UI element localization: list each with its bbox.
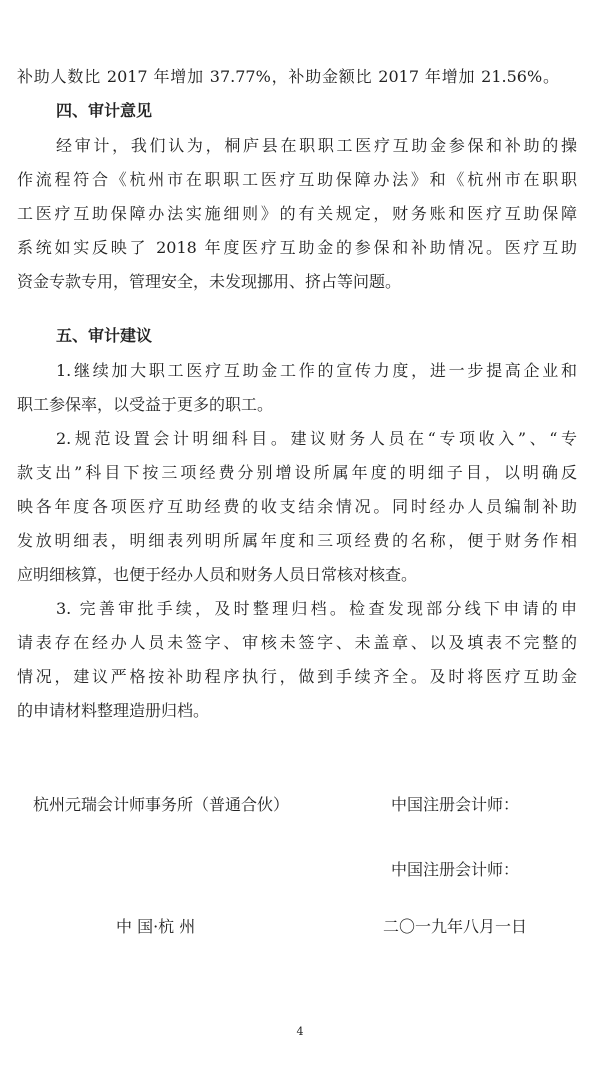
- recommendation-1-line: 职工参保率，以受益于更多的职工。: [17, 395, 274, 414]
- section-4-paragraph-line: 资金专款专用，管理安全，未发现挪用、挤占等问题。: [17, 272, 402, 291]
- section-4-paragraph-line: 系统如实反映了 2018 年度医疗互助金的参保和补助情况。医疗互助: [17, 238, 577, 257]
- recommendation-3-line: 3. 完善审批手续，及时整理归档。检查发现部分线下申请的申: [56, 599, 577, 618]
- cpa-signature-label: 中国注册会计师：: [391, 860, 520, 879]
- recommendation-2-line: 2.规范设置会计明细科目。建议财务人员在“专项收入”、“专: [56, 429, 577, 448]
- section-4-paragraph-line: 工医疗互助保障办法实施细则》的有关规定，财务账和医疗互助保障: [17, 204, 577, 223]
- recommendation-3-line: 的申请材料整理造册归档。: [17, 701, 210, 720]
- recommendation-3-line: 请表存在经办人员未签字、审核未签字、未盖章、以及填表不完整的: [17, 633, 577, 652]
- report-date: 二〇一九年八月一日: [383, 917, 528, 936]
- section-5-heading: 五、审计建议: [56, 326, 153, 345]
- audit-firm-name: 杭州元瑞会计师事务所（普通合伙）: [33, 795, 290, 814]
- page-number: 4: [296, 1025, 304, 1038]
- recommendation-2-line: 映各年度各项医疗互助经费的收支结余情况。同时经办人员编制补助: [17, 497, 577, 516]
- signing-location: 中 国·杭 州: [116, 917, 196, 936]
- recommendation-2-line: 发放明细表，明细表列明所属年度和三项经费的名称，便于财务作相: [17, 531, 577, 550]
- recommendation-1-line: 1.继续加大职工医疗互助金工作的宣传力度，进一步提高企业和: [56, 361, 577, 380]
- intro-paragraph-line: 补助人数比 2017 年增加 37.77%，补助金额比 2017 年增加 21.56%。: [17, 67, 559, 86]
- cpa-signature-label: 中国注册会计师：: [391, 795, 520, 814]
- section-4-heading: 四、审计意见: [56, 101, 153, 120]
- recommendation-2-line: 款支出”科目下按三项经费分别增设所属年度的明细子目，以明确反: [17, 463, 577, 482]
- recommendation-3-line: 情况，建议严格按补助程序执行，做到手续齐全。及时将医疗互助金: [17, 667, 577, 686]
- section-4-paragraph-line: 作流程符合《杭州市在职职工医疗互助保障办法》和《杭州市在职职: [17, 170, 577, 189]
- section-4-paragraph-line: 经审计，我们认为，桐庐县在职职工医疗互助金参保和补助的操: [56, 136, 577, 155]
- recommendation-2-line: 应明细核算，也便于经办人员和财务人员日常核对核查。: [17, 565, 418, 584]
